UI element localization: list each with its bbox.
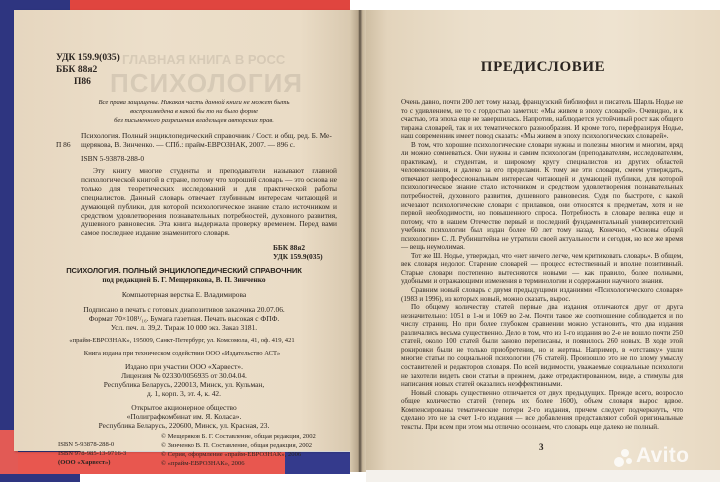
preface-paragraph-6: Новый словарь существенно отличается от двух предыдущих. Прежде всего, возросло общее количество статей (теперь их более 1600), объем словаря вырос вдвое. Компенсированы тематические потери 2-го издания, причем следует подчеркнуть, что сделано это не за счет 1-го издания — все добавления представляют собой оригинальные тексты. При всем при этом мы отлично осознаем, что словарь еще далеко не полный. bbox=[401, 388, 683, 431]
printer-line-2: «Полиграфкомбинат им. Я. Коласа». bbox=[126, 412, 242, 421]
preface-text bbox=[401, 98, 683, 431]
harvest-line-4: д. 1, корп. 3, эт. 4, к. 42. bbox=[147, 389, 221, 398]
layout-credit: Компьютерная верстка Е. Владимирова bbox=[121, 290, 247, 299]
harvest-line-3: Республика Беларусь, 220013, Минск, ул. Кульман, bbox=[103, 380, 265, 389]
preface-heading: ПРЕДИСЛОВИЕ bbox=[480, 59, 606, 75]
isbn-harvest-note: (ООО «Харвест») bbox=[58, 459, 111, 466]
rights-line-2: воспроизведена в какой бы то ни было форме bbox=[130, 108, 258, 115]
preface-page bbox=[366, 10, 720, 478]
book-editors: под редакцией Б. Г. Мещерякова, В. П. Зинченко bbox=[102, 275, 266, 284]
preface-paragraph-2: В том, что хорошие психологические словари нужны и полезны многим и многим, вряд ли можно сомневаться. Они нужны и самим психологам (преподавателям, исследователям, практикам), и студентам, и широкому кругу специалистов из других областей человекознания, и далеко за его пределами. К тому же эти словари, смеем утверждать, отвечают непрофессиональным интересам читающей и думающей публики, для которой психологическое знание стало источником и средством удовлетворения познавательных потребностей, духовного развития, душевного равновесия. Судя по быстроте, с какой исчезают психологические словари с прилавков, они относятся к предметам, хотя и не первой необходимости, но повышенного спроса. Потребность в словаре велика еще и потому, что в нашем Отечестве первый и последний фундаментальный университетский учебник психологии был издан более 60 лет тому назад. Конечно, «Основы общей психологии» С. Л. Рубинштейна не утратили своей актуальности и сегодня, но все же время — вещь неумолимая. bbox=[401, 140, 683, 252]
printer-line-1: Открытое акционерное общество bbox=[131, 403, 237, 412]
tech-support-note: Книга издана при техническом содействии ООО «Издательство АСТ» bbox=[83, 350, 281, 357]
print-info-line-1: Подписано в печать с готовых диапозитивов заказчика 20.07.06. bbox=[83, 305, 285, 314]
print-info-line-2: Формат 70×108¹/₁₆. Бумага газетная. Печать высокая с ФПФ. bbox=[88, 314, 280, 323]
page-bottom-edge bbox=[366, 470, 720, 482]
harvest-line-1: Издано при участии ООО «Харвест». bbox=[125, 362, 243, 371]
preface-paragraph-5: По общему количеству статей первые два издания отличаются друг от друга незначительно: 1051 в 1-м и 1069 во 2-м. Почти такое же соотношение соблюдается и по числу страниц. Но при более глубоком сравнении можно установить, что два издания различались весьма существенно. Дело в том, что из 1-го издания во 2-е не вошло почти 250 статей, около 100 статей были заново переписаны, и появилось 260 новых. В ходе этой рокировки были не только приобретения, но и жертвы. Например, в «отставку» ушли многие статьи по социальной психологии (76 статей). Произошло это не по злому умыслу составителей и редакторов словаря. По всей видимости, уважаемые социальные психологи не захотели видеть свои статьи в прежнем, даже отредактированном, виде, а стимулы для написания новых статей оказались неэффективными. bbox=[401, 303, 683, 389]
preface-paragraph-1: Очень давно, почти 200 лет тому назад, французский библиофил и писатель Шарль Нодье не то с удивлением, не то с гордостью заметил: «Мы живем в эпоху словарей». Очевидно, и к счастью, эта эпоха еще не завершилась. Напротив, наблюдается устойчивый рост как общего тиража словарей, так и их тематического разнообразия. И кроме того, перефразируя Нодье, наш современник имеет повод сказать: «Мы живем в эпоху психологических словарей». bbox=[401, 98, 683, 141]
page-number: 3 bbox=[539, 442, 544, 452]
isbn-2: ISBN 978-985-13-9716-3 bbox=[58, 450, 127, 457]
rights-line-3: без письменного разрешения владельцев авторских прав. bbox=[114, 117, 274, 124]
udk-code-right: УДК 159.9(035) bbox=[273, 252, 323, 261]
copyright-3: © Серия, оформление «прайм-ЕВРОЗНАК», 2006 bbox=[161, 451, 302, 458]
avito-watermark: Avito bbox=[636, 444, 690, 467]
imprint-page bbox=[14, 10, 350, 467]
show-through-title: ПСИХОЛОГИЯ bbox=[110, 68, 303, 98]
preface-paragraph-4: Сравним новый словарь с двумя предыдущими изданиями «Психологического словаря» (1983 и 1996), из которых новый, можно сказать, вырос. bbox=[401, 286, 683, 303]
catalog-entry-line-2: щерякова, В. Зинченко. — СПб.: прайм-ЕВРОЗНАК, 2007. — 896 с. bbox=[81, 140, 295, 149]
isbn-1: ISBN 5-93878-288-0 bbox=[58, 441, 115, 448]
copyright-4: © «прайм-ЕВРОЗНАК», 2006 bbox=[161, 460, 245, 467]
preface-paragraph-3: Тот же Ш. Нодье, утверждал, что «нет ничего легче, чем критиковать словарь». В общем, век словаря недолог. Старение словарей — процесс естественный и вполне позитивный. Старые словари постепенно вытесняются новыми — как правило, более полными, удобными и отражающими изменения в терминологии и содержании научного знания. bbox=[401, 251, 683, 286]
catalog-code: П 86 bbox=[56, 140, 71, 149]
bbk-code-right: ББК 88я2 bbox=[273, 243, 306, 252]
copyright-2: © Зинченко В. П. Составление, общая редакция, 2002 bbox=[161, 442, 313, 449]
print-info-line-3: Усл. печ. л. 39,2. Тираж 10 000 экз. Заказ 3181. bbox=[110, 323, 258, 332]
harvest-line-2: Лицензия № 02330/0056935 от 30.04.04. bbox=[121, 371, 247, 380]
avito-logo-icon bbox=[614, 449, 636, 467]
rights-line-1: Все права защищены. Никакая часть данной книги не может быть bbox=[98, 99, 290, 106]
author-mark: П86 bbox=[74, 77, 91, 87]
isbn-top: ISBN 5-93878-288-0 bbox=[81, 154, 145, 163]
publisher-address: «прайм-ЕВРОЗНАК», 195009, Санкт-Петербург, ул. Комсомола, 41, оф. 419, 421 bbox=[69, 337, 295, 344]
show-through-text: ГЛАВНАЯ КНИГА В РОСС bbox=[122, 52, 286, 67]
copyright-1: © Мещеряков Б. Г. Составление, общая редакция, 2002 bbox=[161, 433, 316, 440]
annotation: Эту книгу многие студенты и преподаватели называют главной психологической книгой в стране, потому что хороший словарь — это основа не только для теоретических исследований и для практической работы специалистов. Данный словарь отвечает глубинным интересам читающей и думающей публики, для которой психологическое знание стало источником и средством удовлетворения познавательных потребностей, духовного развития, душевного равновесия. Эта книга выдержала проверку временем. Перед вами самое последнее издание знаменитого словаря. bbox=[81, 166, 337, 238]
book-title: ПСИХОЛОГИЯ. ПОЛНЫЙ ЭНЦИКЛОПЕДИЧЕСКИЙ СПРАВОЧНИК bbox=[66, 266, 302, 275]
printer-line-3: Республика Беларусь, 220600, Минск, ул. Красная, 23. bbox=[98, 421, 270, 430]
udk-code: УДК 159.9(035) bbox=[56, 53, 120, 63]
bbk-code: ББК 88я2 bbox=[56, 65, 98, 75]
catalog-entry-line-1: Психология. Полный энциклопедический справочник / Сост. и общ. ред. Б. Ме- bbox=[81, 131, 332, 140]
